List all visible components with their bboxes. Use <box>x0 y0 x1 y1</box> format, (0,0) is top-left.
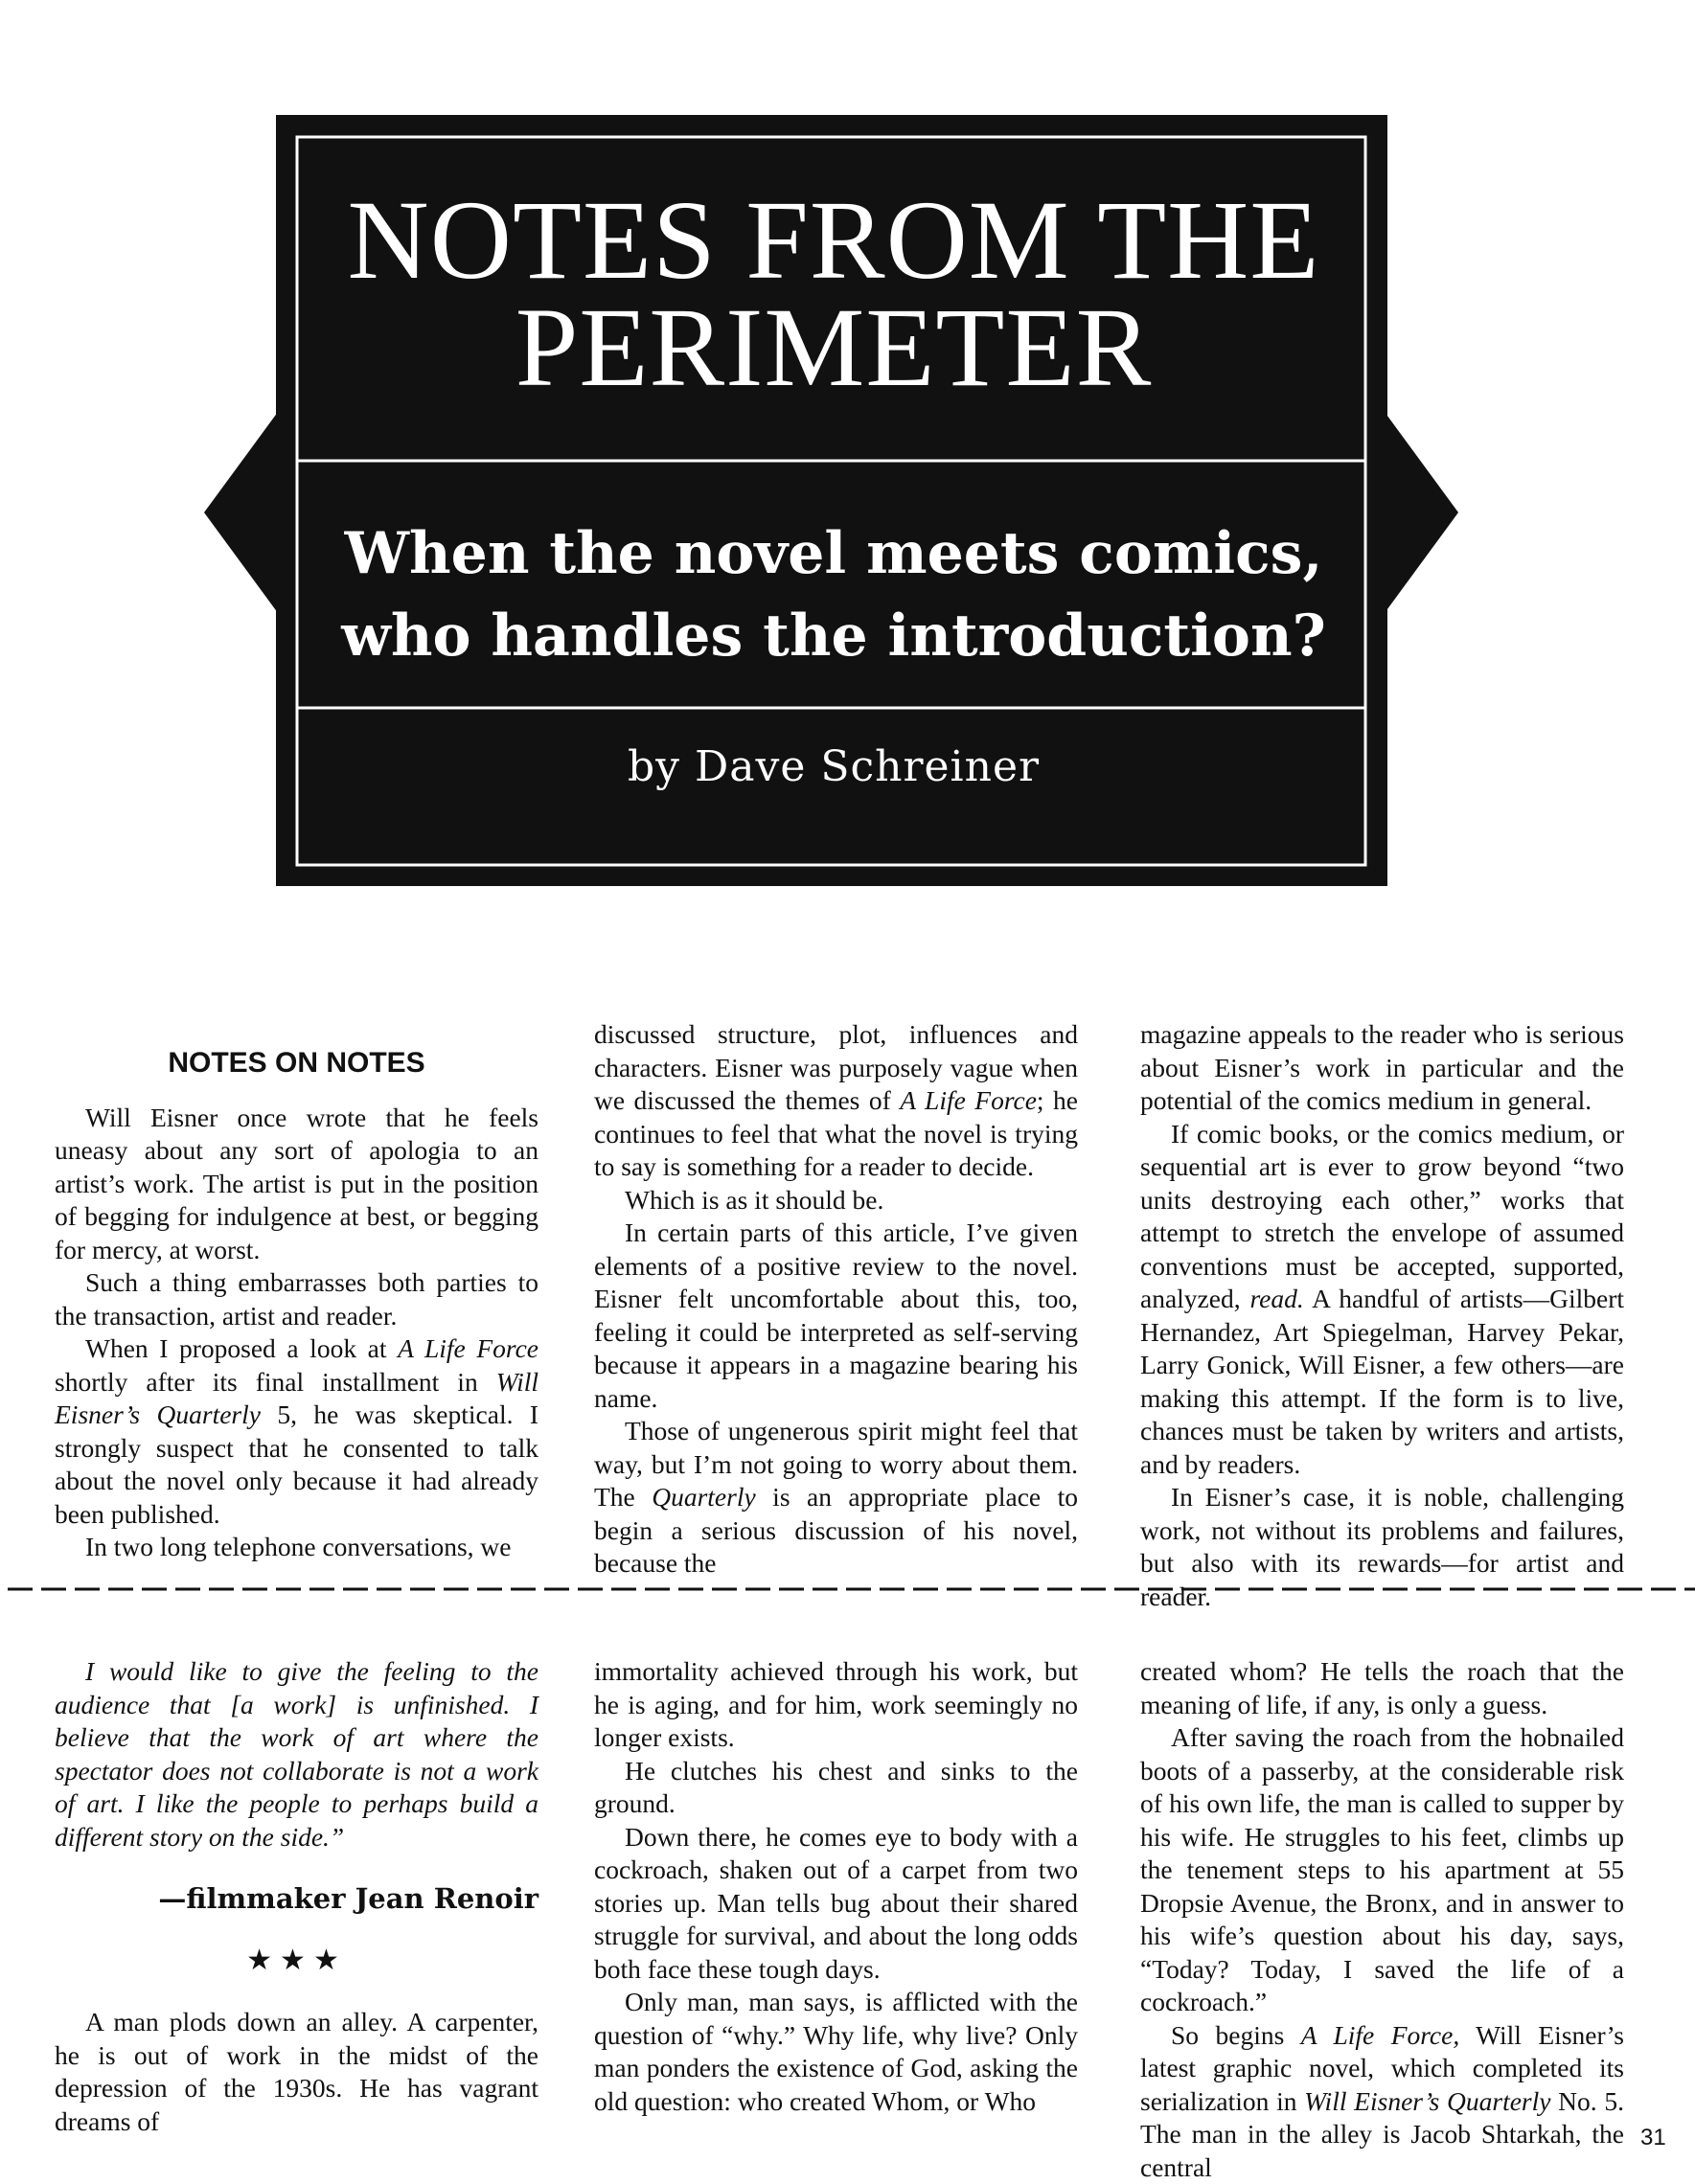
paragraph: If comic books, or the comics medium, or sequential art is ever to grow beyond “two units destroying each other,” works that attempt to stretch the envelope of assumed conventions must be accepted, supported, analyzed, read. A handful of artists—Gilbert Hernandez, Art Spiegelman, Harvey Pekar, Larry Gonick, Will Eisner, a few others—are making this attempt. If the form is to live, chances must be taken by writers and artists, and by readers. <box>1140 1118 1624 1482</box>
section-heading: NOTES ON NOTES <box>55 1047 538 1081</box>
byline: by Dave Schreiner <box>307 742 1361 791</box>
notes-column-1 <box>55 1018 538 1564</box>
quote-text: I would like to give the feeling to the audience that [a work] is unfinished. I believe that the work of art where the spectator does not collaborate is not a work of art. I like the people to perhaps build a different story on the side.” <box>55 1655 538 1854</box>
paragraph: created whom? He tells the roach that the meaning of life, if any, is only a guess. <box>1140 1655 1624 1721</box>
paragraph: In two long telephone conversations, we <box>55 1531 538 1564</box>
page-number: 31 <box>1640 2125 1666 2151</box>
dashed-divider <box>0 1586 1695 1592</box>
paragraph: immortality achieved through his work, but he is aging, and for him, work seemingly no longer exists. <box>594 1655 1078 1755</box>
paragraph: So begins A Life Force, Will Eisner’s latest graphic novel, which completed its serialization in Will Eisner’s Quarterly No. 5. The man in the alley is Jacob Shtarkah, the central <box>1140 2019 1624 2184</box>
article-column-3 <box>1140 1655 1624 2184</box>
title-line-1: NOTES FROM THE <box>348 177 1320 303</box>
quote-attribution: —filmmaker Jean Renoir <box>55 1882 538 1916</box>
paragraph: magazine appeals to the reader who is serious about Eisner’s work in particular and the potential of the comics medium in general. <box>1140 1018 1624 1118</box>
star-separator: ★★★ <box>55 1945 538 1978</box>
subtitle-line-2: who handles the introduction? <box>341 603 1325 670</box>
paragraph: He clutches his chest and sinks to the ground. <box>594 1755 1078 1821</box>
paragraph: In certain parts of this article, I’ve given elements of a positive review to the novel. Eisner felt uncomfortable about this, too, feeling it could be interpreted as self-serving because it appears in a magazine bearing his name. <box>594 1217 1078 1415</box>
paragraph: Such a thing embarrasses both parties to the transaction, artist and reader. <box>55 1266 538 1332</box>
article-column-1 <box>55 1655 538 2138</box>
page-title <box>307 187 1361 401</box>
paragraph: Will Eisner once wrote that he feels uneasy about any sort of apologia to an artist’s work. The artist is put in the position of begging for indulgence at best, or begging for mercy, at worst. <box>55 1102 538 1267</box>
paragraph: Down there, he comes eye to body with a cockroach, shaken out of a carpet from two stories up. Man tells bug about their shared struggle for survival, and about the long odds both face these tough days. <box>594 1821 1078 1987</box>
subtitle-line-1: When the novel meets comics, <box>345 520 1323 587</box>
title-line-2: PERIMETER <box>515 284 1153 410</box>
paragraph: A man plods down an alley. A carpenter, he is out of work in the midst of the depression of the 1930s. He has vagrant dreams of <box>55 2006 538 2138</box>
right-arrow-point <box>1385 412 1458 613</box>
notes-column-2 <box>594 1018 1078 1581</box>
paragraph: discussed structure, plot, influences and characters. Eisner was purposely vague when we discussed the themes of A Life Force; he continues to feel that what the novel is trying to say is something for a reader to decide. <box>594 1018 1078 1184</box>
epigraph-quote <box>55 1655 538 1854</box>
paragraph: Those of ungenerous spirit might feel that way, but I’m not going to worry about them. The Quarterly is an appropriate place to begin a serious discussion of his novel, because the <box>594 1415 1078 1581</box>
paragraph: When I proposed a look at A Life Force shortly after its final installment in Will Eisner’s Quarterly 5, he was skeptical. I strongly suspect that he consented to talk about the novel only because it had already been published. <box>55 1332 538 1531</box>
paragraph: Only man, man says, is afflicted with the question of “why.” Why life, why live? Only man ponders the existence of God, asking the old question: who created Whom, or Who <box>594 1986 1078 2118</box>
left-arrow-point <box>204 412 278 613</box>
paragraph: After saving the roach from the hobnailed boots of a passerby, at the considerable risk of his own life, the man is called to supper by his wife. He struggles to his feet, climbs up the tenement steps to his apartment at 55 Dropsie Avenue, the Bronx, and in answer to his wife’s question about his day, says, “Today? Today, I saved the life of a cockroach.” <box>1140 1721 1624 2019</box>
title-banner <box>0 0 1695 900</box>
subtitle <box>316 512 1351 677</box>
paragraph: In Eisner’s case, it is noble, challenging work, not without its problems and failures, but also with its rewards—for artist and reader. <box>1140 1481 1624 1613</box>
notes-column-3 <box>1140 1018 1624 1613</box>
article-column-2 <box>594 1655 1078 2118</box>
paragraph: Which is as it should be. <box>594 1184 1078 1217</box>
